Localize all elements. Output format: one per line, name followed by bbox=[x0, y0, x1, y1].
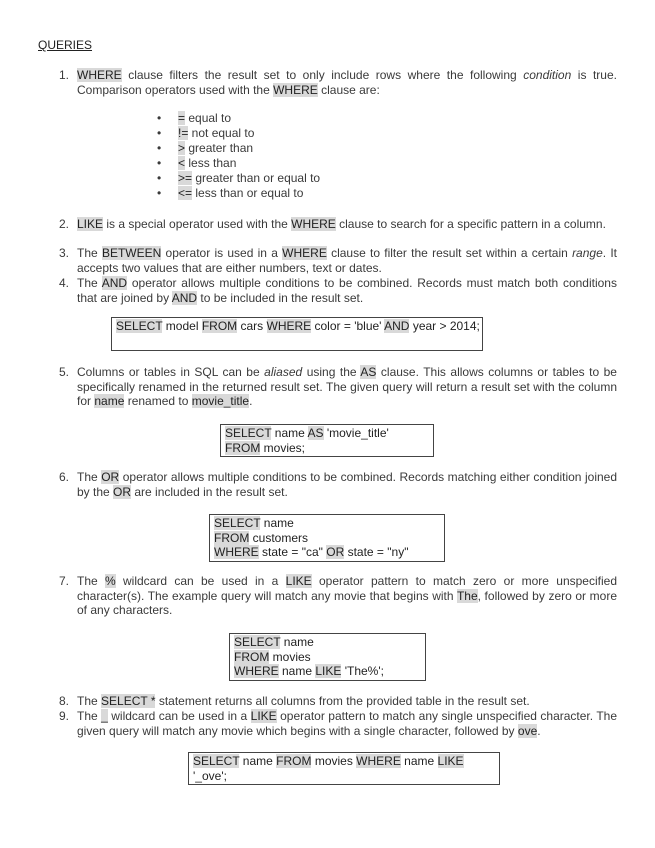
code-line bbox=[214, 545, 440, 560]
text-segment: operator is used in a bbox=[161, 246, 283, 260]
item-number: 3. bbox=[58, 246, 69, 260]
text-segment: renamed to bbox=[124, 394, 192, 409]
highlighted-keyword: name bbox=[94, 394, 125, 409]
operator-item bbox=[157, 126, 320, 141]
highlighted-keyword: WHERE bbox=[214, 545, 259, 559]
highlighted-keyword: FROM bbox=[214, 530, 250, 545]
highlighted-keyword: LIKE bbox=[250, 709, 277, 723]
text-segment: is true. Comparison operators used with the bbox=[77, 68, 617, 97]
highlighted-keyword: The bbox=[456, 588, 478, 603]
text-segment: name bbox=[278, 664, 316, 678]
operator-item bbox=[157, 111, 320, 126]
highlighted-keyword: FROM bbox=[276, 754, 312, 768]
query-item-6 bbox=[55, 470, 617, 499]
highlighted-keyword: AS bbox=[307, 426, 324, 440]
text-segment: name bbox=[239, 754, 277, 768]
text-segment: The bbox=[77, 709, 102, 723]
highlighted-keyword: LIKE bbox=[285, 574, 312, 588]
text-segment: The bbox=[77, 574, 105, 588]
code-block-or bbox=[209, 514, 445, 562]
highlighted-keyword: LIKE bbox=[437, 754, 464, 768]
comparison-operator-list bbox=[157, 111, 320, 201]
text-segment: name bbox=[280, 635, 314, 649]
item-text bbox=[77, 246, 617, 275]
item-text bbox=[77, 217, 617, 232]
text-segment: model bbox=[162, 319, 202, 333]
text-segment: movies bbox=[311, 754, 357, 768]
highlighted-keyword: AND bbox=[384, 319, 410, 333]
highlighted-keyword: AS bbox=[360, 365, 377, 379]
text-segment: greater than or equal to bbox=[192, 171, 321, 185]
text-segment: state = "ny" bbox=[344, 545, 409, 559]
highlighted-keyword: AND bbox=[171, 290, 198, 305]
text-segment: operator allows multiple conditions to be combined. Records must match both conditions that are joined by bbox=[77, 276, 617, 305]
highlighted-keyword: SELECT bbox=[193, 754, 240, 768]
highlighted-keyword: FROM bbox=[234, 649, 270, 664]
highlighted-keyword: < bbox=[178, 156, 186, 170]
code-line bbox=[225, 426, 429, 441]
item-number: 2. bbox=[58, 217, 69, 231]
query-item-9 bbox=[55, 709, 617, 738]
text-segment: 'movie_title' bbox=[323, 426, 389, 440]
text-segment: are included in the result set. bbox=[131, 484, 288, 499]
highlighted-keyword: SELECT bbox=[214, 516, 261, 530]
text-segment: . bbox=[537, 723, 541, 738]
operator-item bbox=[157, 156, 320, 171]
highlighted-keyword: FROM bbox=[225, 440, 261, 455]
highlighted-keyword: != bbox=[178, 126, 189, 140]
highlighted-keyword: WHERE bbox=[282, 246, 327, 260]
text-segment: wildcard can be used in a bbox=[115, 574, 286, 588]
text-segment: name bbox=[400, 754, 438, 768]
text-segment: customers bbox=[249, 530, 309, 545]
highlighted-keyword: BETWEEN bbox=[101, 246, 162, 260]
text-segment: name bbox=[260, 516, 294, 530]
text-segment: 'The%'; bbox=[341, 664, 384, 678]
highlighted-keyword: SELECT * bbox=[101, 694, 156, 708]
highlighted-keyword: WHERE bbox=[266, 319, 312, 333]
text-segment: clause. This allows columns or tables to be specifically renamed in the returned result set. The given query will return a result set with the column for bbox=[77, 365, 617, 409]
highlighted-keyword: AND bbox=[101, 276, 128, 290]
item-number: 1. bbox=[58, 68, 69, 82]
highlighted-keyword: LIKE bbox=[77, 217, 104, 231]
highlighted-keyword: OR bbox=[101, 470, 120, 484]
text-segment: color = 'blue' bbox=[311, 319, 385, 333]
highlighted-keyword: > bbox=[178, 141, 186, 155]
highlighted-keyword: SELECT bbox=[234, 635, 281, 649]
query-item-4 bbox=[55, 276, 617, 305]
highlighted-keyword: SELECT bbox=[116, 319, 163, 333]
emphasized-text: range bbox=[572, 246, 603, 260]
code-block-as bbox=[220, 424, 434, 457]
text-segment: movies; bbox=[260, 440, 306, 455]
query-item-7 bbox=[55, 574, 617, 618]
text-segment: The bbox=[77, 470, 102, 484]
text-segment: clause filters the result set to only include rows where the following bbox=[121, 68, 524, 82]
text-segment: clause are: bbox=[317, 82, 380, 97]
highlighted-keyword: WHERE bbox=[356, 754, 401, 768]
text-segment: clause to filter the result set within a certain bbox=[326, 246, 573, 260]
item-number: 7. bbox=[58, 574, 69, 588]
text-segment: clause to search for a specific pattern in a column. bbox=[335, 217, 606, 231]
code-line bbox=[225, 441, 429, 456]
query-item-1 bbox=[55, 68, 617, 97]
text-segment: greater than bbox=[185, 141, 254, 155]
item-text bbox=[77, 68, 617, 97]
highlighted-keyword: OR bbox=[326, 545, 345, 559]
text-segment: operator pattern to match zero or more unspecified character(s). The example query will match any movie that begins with bbox=[77, 574, 617, 603]
code-line bbox=[234, 635, 421, 650]
code-line bbox=[193, 769, 495, 784]
text-segment: operator pattern to match any single unspecified character. The given query will match any movie which begins with a single character, followed by bbox=[77, 709, 617, 738]
text-segment: year > 2014; bbox=[409, 319, 480, 333]
code-block-percent bbox=[229, 633, 426, 681]
text-segment: . It accepts two values that are either numbers, text or dates. bbox=[77, 246, 618, 275]
query-item-5 bbox=[55, 365, 617, 409]
emphasized-text: condition bbox=[523, 68, 572, 82]
query-item-8 bbox=[55, 694, 617, 709]
highlighted-keyword: = bbox=[178, 111, 186, 125]
page-title: QUERIES bbox=[38, 38, 93, 52]
text-segment: The bbox=[77, 246, 102, 260]
emphasized-text: aliased bbox=[264, 365, 303, 379]
query-item-3 bbox=[55, 246, 617, 275]
highlighted-keyword: WHERE bbox=[291, 217, 336, 231]
highlighted-keyword: WHERE bbox=[77, 68, 122, 82]
text-segment: not equal to bbox=[188, 126, 255, 140]
code-line bbox=[214, 516, 440, 531]
code-line bbox=[234, 650, 421, 665]
query-item-2 bbox=[55, 217, 617, 232]
highlighted-keyword: WHERE bbox=[273, 82, 318, 97]
code-block-and bbox=[111, 317, 483, 351]
text-segment: , followed by zero or more of any characters. bbox=[77, 588, 617, 618]
text-segment: Columns or tables in SQL can be bbox=[77, 365, 265, 379]
code-line bbox=[193, 754, 495, 769]
item-text bbox=[77, 365, 617, 409]
highlighted-keyword: OR bbox=[113, 484, 132, 499]
text-segment: The bbox=[77, 276, 102, 290]
item-number: 6. bbox=[58, 470, 69, 484]
highlighted-keyword: FROM bbox=[201, 319, 238, 333]
item-text bbox=[77, 276, 617, 305]
operator-item bbox=[157, 141, 320, 156]
text-segment: less than bbox=[185, 156, 237, 170]
item-text bbox=[77, 574, 617, 618]
text-segment: operator allows multiple conditions to be combined. Records matching either condition joined by the bbox=[77, 470, 618, 499]
code-block-underscore bbox=[188, 752, 500, 785]
highlighted-keyword: <= bbox=[178, 186, 193, 200]
text-segment: is a special operator used with the bbox=[103, 217, 292, 231]
item-text bbox=[77, 709, 617, 738]
text-segment: to be included in the result set. bbox=[197, 290, 364, 305]
text-segment: name bbox=[271, 426, 308, 440]
code-line bbox=[116, 319, 478, 334]
item-number: 5. bbox=[58, 365, 69, 379]
highlighted-keyword: ove bbox=[517, 723, 538, 738]
item-text bbox=[77, 470, 617, 499]
text-segment: less than or equal to bbox=[192, 186, 304, 200]
item-number: 4. bbox=[58, 276, 69, 290]
text-segment: wildcard can be used in a bbox=[107, 709, 251, 723]
highlighted-keyword: movie_title bbox=[191, 394, 250, 409]
highlighted-keyword: WHERE bbox=[234, 664, 279, 678]
highlighted-keyword: >= bbox=[178, 171, 193, 185]
highlighted-keyword: LIKE bbox=[315, 664, 342, 678]
highlighted-keyword: SELECT bbox=[225, 426, 272, 440]
highlighted-keyword: % bbox=[105, 574, 116, 588]
code-line bbox=[234, 664, 421, 679]
code-line bbox=[214, 531, 440, 546]
text-segment: movies bbox=[269, 649, 311, 664]
text-segment: cars bbox=[237, 319, 267, 333]
operator-item bbox=[157, 186, 320, 201]
item-number: 8. bbox=[58, 694, 69, 708]
item-number: 9. bbox=[58, 709, 69, 723]
text-segment: equal to bbox=[185, 111, 232, 125]
text-segment: statement returns all columns from the provided table in the result set. bbox=[155, 694, 530, 708]
text-segment: using the bbox=[302, 365, 361, 379]
text-segment: The bbox=[77, 694, 102, 708]
text-segment: state = "ca" bbox=[258, 545, 327, 559]
text-segment: . bbox=[249, 394, 253, 409]
text-segment: '_ove'; bbox=[193, 768, 227, 783]
operator-item bbox=[157, 171, 320, 186]
highlighted-keyword: _ bbox=[101, 709, 108, 723]
item-text bbox=[77, 694, 617, 709]
